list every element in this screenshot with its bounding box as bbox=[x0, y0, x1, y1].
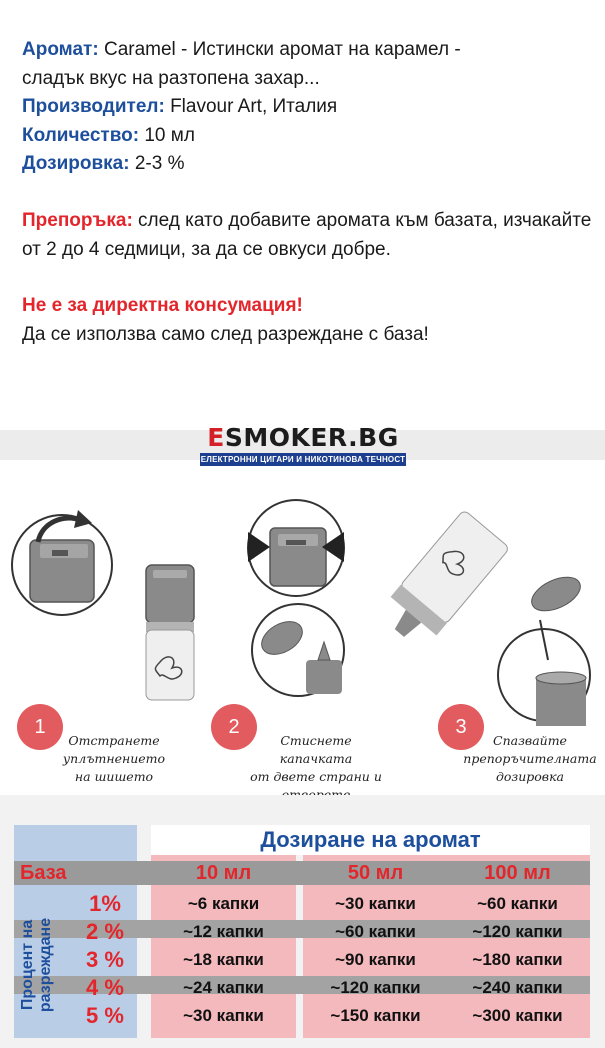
cell-5-100ml: ~300 капки bbox=[472, 1006, 563, 1025]
pct-5: 5 % bbox=[86, 1003, 124, 1028]
product-info bbox=[22, 36, 597, 349]
step1-number: 1 bbox=[17, 704, 63, 750]
cell-4-100ml: ~240 капки bbox=[472, 978, 563, 997]
cell-2-10ml: ~12 капки bbox=[183, 922, 264, 941]
step1-text: Отстранете уплътнението на шишето bbox=[62, 733, 166, 784]
aroma-row bbox=[22, 36, 597, 65]
aroma-value-continued: сладък вкус на разтопена захар... bbox=[22, 67, 320, 89]
step1-zoom-circle bbox=[12, 510, 112, 615]
step1-bottle bbox=[146, 565, 194, 700]
dosage-value: 2-3 % bbox=[129, 153, 185, 175]
step3-text: Спазвайте препоръчителната дозировка bbox=[463, 733, 597, 784]
usage-steps bbox=[0, 470, 605, 800]
cell-4-50ml: ~120 капки bbox=[330, 978, 421, 997]
quantity-value: 10 мл bbox=[139, 124, 195, 146]
step3-zoom-circle bbox=[498, 620, 590, 726]
step2-number: 2 bbox=[211, 704, 257, 750]
pct-3: 3 % bbox=[86, 947, 124, 972]
warning-text: Да се използва само след разреждане с база! bbox=[22, 323, 429, 345]
quantity-row bbox=[22, 122, 597, 151]
step3-number: 3 bbox=[438, 704, 484, 750]
col-50ml-header: 50 мл bbox=[347, 862, 404, 884]
recommendation-label: Препоръка: bbox=[22, 209, 133, 231]
dosage-table bbox=[14, 825, 590, 1038]
cell-3-50ml: ~90 капки bbox=[335, 950, 416, 969]
cell-1-10ml: ~6 капки bbox=[187, 894, 260, 913]
aroma-label: Аромат: bbox=[22, 39, 99, 60]
warning-title: Не е за директна консумация! bbox=[22, 295, 303, 317]
aroma-value: Caramel - Истински аромат на карамел - bbox=[98, 39, 461, 60]
pct-4: 4 % bbox=[86, 975, 124, 1000]
maker-value: Flavour Art, Италия bbox=[164, 96, 338, 118]
cell-1-100ml: ~60 капки bbox=[477, 894, 558, 913]
dosage-table-section bbox=[0, 795, 605, 1048]
cell-5-50ml: ~150 капки bbox=[330, 1006, 421, 1025]
step2-open-cap bbox=[252, 604, 344, 696]
recommendation-text: след като добавите аромата към базата, изчакайте от 2 до 4 седмици, за да се овкуси добре. bbox=[22, 209, 592, 260]
step2-zoom-circle bbox=[248, 500, 344, 596]
cell-1-50ml: ~30 капки bbox=[335, 894, 416, 913]
base-header: База bbox=[20, 862, 67, 884]
pct-2: 2 % bbox=[86, 919, 124, 944]
col-100ml-header: 100 мл bbox=[484, 862, 551, 884]
quantity-label: Количество: bbox=[22, 124, 140, 146]
logo-subtitle: ЕЛЕКТРОННИ ЦИГАРИ И НИКОТИНОВА ТЕЧНОСТ bbox=[200, 455, 406, 464]
recommendation bbox=[22, 207, 597, 264]
dosage-row bbox=[22, 150, 597, 179]
table-title: Дозиране на аромат bbox=[151, 825, 590, 855]
cell-2-50ml: ~60 капки bbox=[335, 922, 416, 941]
dosage-label: Дозировка: bbox=[22, 153, 130, 175]
dilution-side-label: Процент на разреждане bbox=[19, 917, 54, 1013]
cell-3-10ml: ~18 капки bbox=[183, 950, 264, 969]
cell-5-10ml: ~30 капки bbox=[183, 1006, 264, 1025]
cell-4-10ml: ~24 капки bbox=[183, 978, 264, 997]
step2-text: Стиснете капачката от двете страни и bbox=[250, 733, 382, 784]
cell-2-100ml: ~120 капки bbox=[472, 922, 563, 941]
pct-1: 1% bbox=[89, 891, 121, 916]
maker-label: Производител: bbox=[22, 96, 165, 118]
esmoker-logo: ESMOKER.BG ЕЛЕКТРОННИ ЦИГАРИ И НИКОТИНОВА ТЕЧНОСТ bbox=[200, 423, 406, 464]
cell-3-100ml: ~180 капки bbox=[472, 950, 563, 969]
maker-row bbox=[22, 93, 597, 122]
step3-bottle bbox=[376, 510, 509, 653]
col-10ml-header: 10 мл bbox=[195, 862, 252, 884]
